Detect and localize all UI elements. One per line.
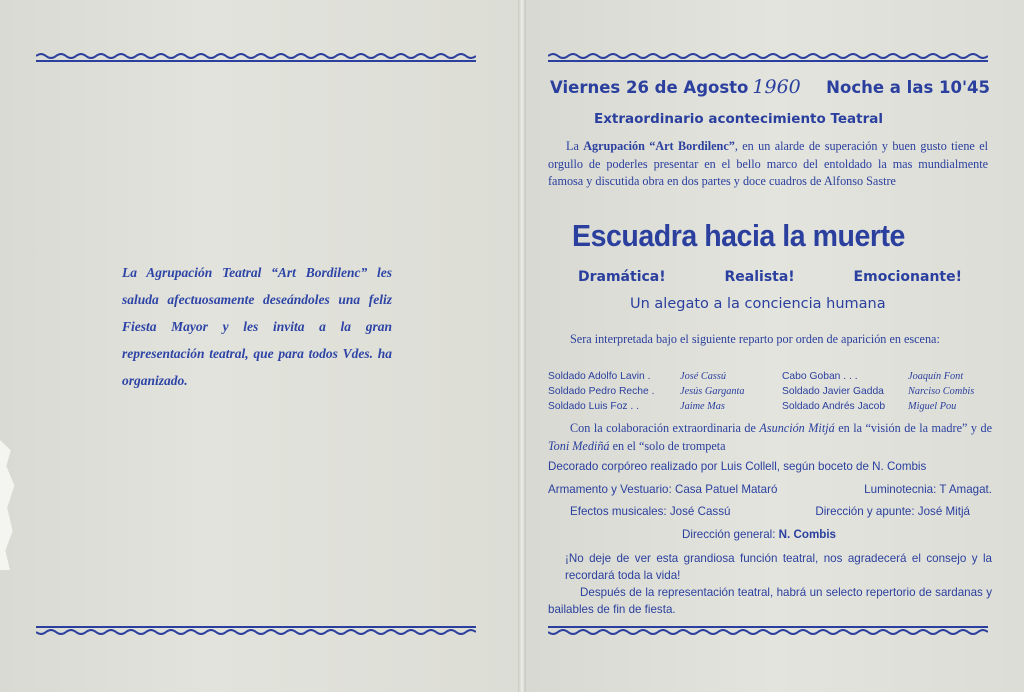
director-name: N. Combis: [778, 528, 837, 541]
group-name: Agrupación “Art Bordilenc”: [583, 139, 735, 153]
cast-intro: Sera interpretada bajo el siguiente reparto por orden de aparición en escena:: [570, 332, 940, 346]
tagline: Un alegato a la conciencia humana: [630, 296, 886, 312]
tag-row: [578, 269, 962, 285]
music-direction-line: [570, 505, 970, 518]
collaborator-name: Toni Mediñá: [548, 438, 610, 453]
cast-role: Soldado Pedro Reche .: [548, 386, 655, 397]
collaboration-paragraph: [548, 420, 992, 455]
cast-actor: Miguel Pou: [908, 401, 957, 412]
top-left-border: [36, 52, 476, 64]
lighting-credit: Luminotecnia: T Amagat.: [864, 483, 992, 496]
collaborator-name: Asunción Mitjá: [759, 421, 835, 435]
wardrobe-lighting-line: [548, 483, 992, 496]
collab-text: en la “visión de la madre” y de: [834, 421, 992, 435]
event-time: Noche a las 10'45: [826, 78, 990, 97]
closing-text: ¡No deje de ver esta grandiosa función teatral, nos agradecerá el consejo y la recordará toda la vida!: [565, 552, 992, 582]
direction-label: Dirección general:: [682, 528, 779, 541]
handwritten-year: 1960: [752, 76, 801, 98]
tag-emocionante: Emocionante!: [853, 269, 962, 285]
greeting-text: [122, 259, 392, 394]
cast-role: Soldado Adolfo Lavin .: [548, 371, 651, 382]
event-date: Viernes 26 de Agosto: [550, 78, 749, 97]
intro-rest: , en un alarde de superación y buen gusto tiene el orgullo de poderles presentar en el bello marco del entoldado la mas mundialmente famosa y discutida obra en dos partes y doce cuadros de Alfonso Sastre: [548, 139, 989, 188]
cast-actor: Narciso Combis: [908, 386, 975, 397]
top-right-border: [548, 52, 988, 64]
cast-role: Cabo Goban . . .: [782, 371, 858, 382]
bottom-left-border: [36, 624, 476, 636]
cast-actor: José Cassú: [680, 371, 727, 382]
bottom-right-border: [548, 624, 988, 636]
cast-list: [548, 369, 992, 414]
music-credit: Efectos musicales: José Cassú: [570, 505, 731, 518]
cast-row: [548, 384, 992, 399]
page-fold: [518, 0, 526, 692]
tag-dramatica: Dramática!: [578, 269, 666, 285]
cast-row: [548, 399, 992, 414]
tag-realista: Realista!: [724, 269, 795, 285]
date-line: [550, 76, 990, 98]
collab-text: en el “solo de trompeta: [609, 438, 726, 453]
intro-start: La: [566, 139, 584, 153]
greeting-paragraph: La Agrupación Teatral “Art Bordilenc” les saluda afectuosamente deseándoles una feliz Fiesta Mayor y les invita a la gran representación teatral, que para todos Vdes. ha organizado.: [122, 265, 392, 388]
scenery-credit: Decorado corpóreo realizado por Luis Collell, según boceto de N. Combis: [548, 460, 927, 473]
wardrobe-credit: Armamento y Vestuario: Casa Patuel Mataró: [548, 483, 778, 496]
event-subtitle: Extraordinario acontecimiento Teatral: [594, 111, 884, 127]
after-show-text: Después de la representación teatral, habrá un selecto repertorio de sardanas y bailables de fin de fiesta.: [548, 586, 992, 616]
collab-text: Con la colaboración extraordinaria de: [570, 421, 760, 435]
cast-role: Soldado Andrés Jacob: [782, 401, 886, 412]
intro-paragraph: [548, 138, 988, 191]
play-title: Escuadra hacia la muerte: [572, 218, 905, 253]
cast-row: [548, 369, 992, 384]
general-direction: [682, 528, 836, 541]
cast-role: Soldado Javier Gadda: [782, 386, 884, 397]
cast-actor: Jaime Mas: [680, 401, 725, 412]
cast-actor: Joaquín Font: [908, 371, 964, 382]
cast-role: Soldado Luis Foz . .: [548, 401, 640, 412]
prompter-credit: Dirección y apunte: José Mitjá: [815, 505, 970, 518]
cast-actor: Jesús Garganta: [680, 386, 745, 397]
